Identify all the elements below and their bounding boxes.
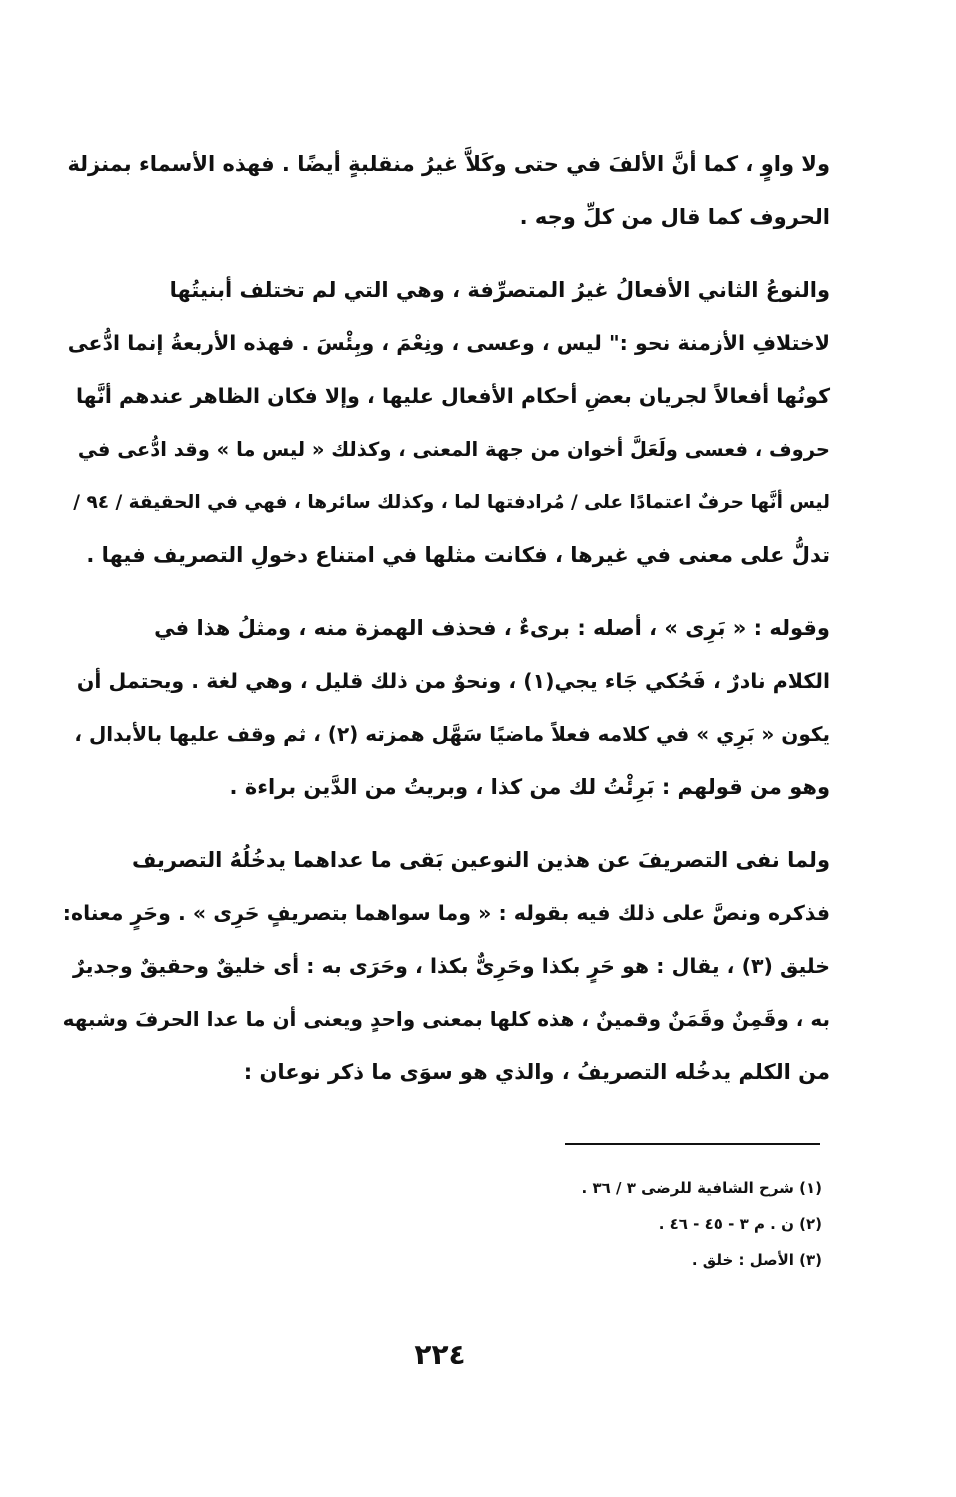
text-line: لاختلافِ الأزمنة نحو :" ليس ، وعسى ، ونِعْمَ ، وبِئْسَ . فهذه الأربعةُ إنما ادُّعى: [67, 331, 830, 355]
paragraph-2: [60, 264, 830, 582]
paragraph-1: [60, 138, 830, 244]
text-line: خليق (٣) ، يقال : هو حَرٍ بكذا وحَرِىٌّ بكذا ، وحَرَى به : أى خليقٌ وحقيقٌ وجديرٌ: [72, 954, 830, 978]
footnote-1: (١) شرح الشافية للرضى ٣ / ٣٦ .: [581, 1179, 822, 1197]
text-line: يكون « بَرِي » في كلامه فعلاً ماضيًا سَهَّل همزته (٢) ، ثم وقف عليها بالأبدال ،: [74, 722, 830, 746]
footnotes: [380, 1170, 822, 1278]
main-text: [60, 138, 830, 1119]
page-number: ٢٢٤: [414, 1338, 466, 1371]
text-line: ولما نفى التصريفَ عن هذين النوعين بَقى ما عداهما يدخُلُهُ التصريف: [131, 848, 830, 872]
footnote-divider: [565, 1143, 820, 1145]
text-line: ليس أنَّها حرفٌ اعتمادًا على / مُرادفتها لما ، وكذلك سائرها ، فهي في الحقيقة / ٩٤ /: [73, 492, 830, 513]
text-line: تدلُّ على معنى في غيرها ، فكانت مثلها في امتناع دخولِ التصريف فيها .: [86, 543, 830, 567]
text-line: ولا واوٍ ، كما أنَّ الألفَ في حتى وكَلاَّ غيرُ منقلبةٍ أيضًا . فهذه الأسماء بمنزلة: [67, 152, 830, 176]
paragraph-4: [60, 834, 830, 1099]
text-line: وقوله : « بَرِى » ، أصله : برىءٌ ، فحذف الهمزة منه ، ومثلُ هذا في: [154, 616, 830, 640]
text-line: به ، وقَمِنٌ وقَمَنٌ وقمينٌ ، هذه كلها بمعنى واحدٍ ويعنى أن ما عدا الحرفَ وشبهه: [62, 1007, 830, 1031]
text-line: كونُها أفعالاً لجريان بعضِ أحكام الأفعال عليها ، وإلا فكان الظاهر عندهم أنَّها: [75, 384, 830, 408]
footnote-2: (٢) ن . م ٣ - ٤٥ - ٤٦ .: [658, 1215, 822, 1233]
text-line: من الكلم يدخُله التصريفُ ، والذي هو سوَى ما ذكر نوعان :: [243, 1060, 830, 1084]
text-line: فذكره ونصَّ على ذلك فيه بقوله : « وما سواهما بتصريفٍ حَرِى » . وحَرٍ معناه:: [62, 901, 830, 925]
text-line: الكلام نادرٌ ، فَحُكي جَاء يجي(١) ، ونحوٌ من ذلك قليل ، وهي لغة . ويحتمل أن: [76, 669, 830, 693]
text-line: والنوعُ الثاني الأفعالُ غيرُ المتصرِّفة ، وهي التي لم تختلف أبنيتُها: [169, 278, 830, 302]
text-line: حروف ، فعسى ولَعَلَّ أخوان من جهة المعنى ، وكذلك « ليس ما » وقد ادُّعى في: [77, 438, 830, 461]
text-line: الحروف كما قال من كلِّ وجه .: [519, 205, 830, 229]
footnote-3: (٣) الأصل : خلق .: [691, 1251, 822, 1269]
text-line: وهو من قولهم : بَرِئْتُ لك من كذا ، وبريتُ من الدَّين براءة .: [229, 775, 830, 799]
paragraph-3: [60, 602, 830, 814]
